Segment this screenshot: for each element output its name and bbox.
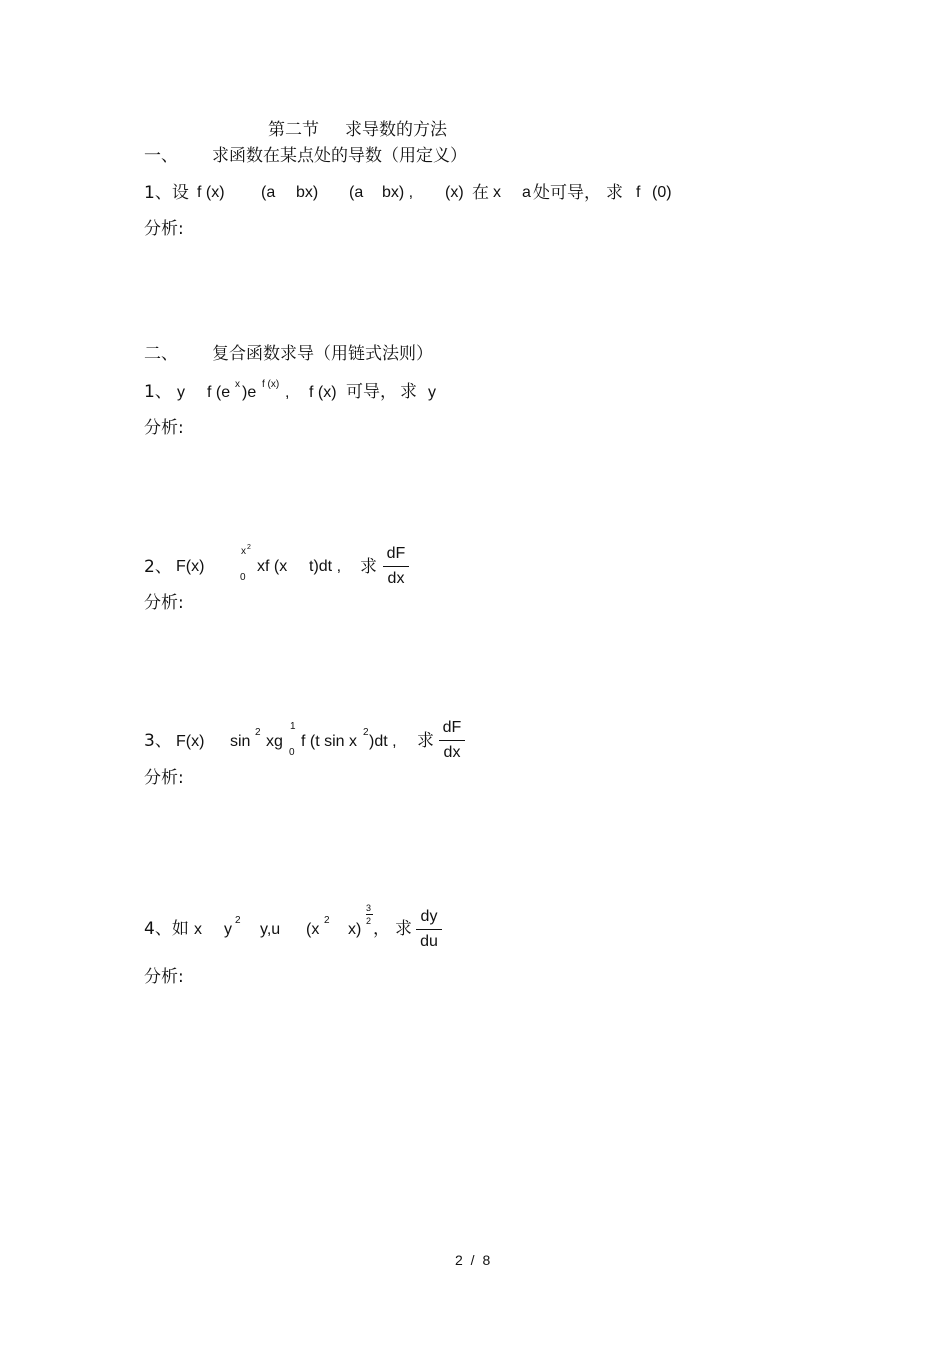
math: t)dt , <box>309 558 342 575</box>
math: f (e <box>207 384 231 401</box>
math: f <box>636 184 641 201</box>
math: f (x) <box>197 184 225 201</box>
fraction <box>439 719 465 762</box>
math: bx) , <box>382 184 414 201</box>
math: y,u <box>260 921 281 938</box>
math: x) <box>348 921 362 938</box>
math: x <box>194 921 202 938</box>
fraction-bar <box>416 929 442 930</box>
fraction <box>383 545 409 588</box>
fraction-denominator: dx <box>387 570 405 587</box>
text: 求 <box>417 731 434 751</box>
analysis-label: 分析: <box>144 967 184 987</box>
analysis-label: 分析: <box>144 593 184 613</box>
integral-lower: 0 <box>240 572 246 583</box>
math: x <box>493 184 501 201</box>
heading-2-number: 二、 <box>144 344 178 364</box>
superscript: f (x) <box>262 379 280 390</box>
integral-upper: 1 <box>290 721 296 732</box>
math: bx) <box>296 184 319 201</box>
math: sin <box>230 733 251 750</box>
text: ， <box>373 919 390 939</box>
fraction-bar <box>439 740 465 741</box>
exponent-numerator: 3 <box>366 903 372 913</box>
superscript: 2 <box>255 727 261 738</box>
math: (a <box>349 184 364 201</box>
text: 求 <box>400 382 417 402</box>
section-title: 求导数的方法 <box>345 120 447 140</box>
integral-lower: 0 <box>289 747 295 758</box>
exponent-bar <box>366 914 373 915</box>
math: (0) <box>652 184 672 201</box>
text: 处可导， <box>533 183 601 203</box>
superscript: 2 <box>324 915 330 926</box>
analysis-label: 分析: <box>144 418 184 438</box>
math: a <box>522 184 531 201</box>
q-number: 4、如 <box>144 919 189 939</box>
q-number: 3、 <box>144 731 172 751</box>
fraction-denominator: dx <box>443 744 461 761</box>
heading-1-text: 求函数在某点处的导数（用定义） <box>212 146 467 166</box>
math: )e <box>242 384 257 401</box>
fraction-numerator: dF <box>386 545 406 562</box>
analysis-label: 分析: <box>144 768 184 788</box>
section-chapter: 第二节 <box>268 120 319 140</box>
math: (a <box>261 184 276 201</box>
superscript: 2 <box>247 544 251 551</box>
math: (x) <box>445 184 464 201</box>
fraction-bar <box>383 566 409 567</box>
page-number: 2 / 8 <box>455 1252 493 1268</box>
math: y <box>224 921 232 938</box>
fraction <box>416 908 442 951</box>
q-number: 1、设 <box>144 183 189 203</box>
math: )dt , <box>369 733 397 750</box>
math: (x <box>306 921 320 938</box>
text: 求 <box>395 919 412 939</box>
fraction-numerator: dy <box>420 908 438 925</box>
math: f (x) <box>309 384 337 401</box>
math: F(x) <box>176 733 205 750</box>
superscript: 2 <box>363 727 369 738</box>
math: , <box>285 384 290 401</box>
math: f (t sin x <box>301 733 358 750</box>
math: xg <box>266 733 283 750</box>
fraction-denominator: du <box>420 933 438 950</box>
text: 求 <box>606 183 623 203</box>
analysis-label: 分析: <box>144 219 184 239</box>
q-number: 2、 <box>144 557 172 577</box>
text: 求 <box>360 557 377 577</box>
fraction-numerator: dF <box>442 719 462 736</box>
superscript: x <box>235 379 240 390</box>
math: F(x) <box>176 558 205 575</box>
math: y <box>177 384 185 401</box>
heading-1-number: 一、 <box>144 146 178 166</box>
exponent-denominator: 2 <box>366 916 372 926</box>
math: xf (x <box>257 558 288 575</box>
heading-2-text: 复合函数求导（用链式法则） <box>212 344 433 364</box>
math: y <box>428 384 436 401</box>
text: 可导， <box>346 382 397 402</box>
integral-upper: x <box>241 546 246 557</box>
q-number: 1、 <box>144 382 172 402</box>
superscript: 2 <box>235 915 241 926</box>
text: 在 <box>472 183 489 203</box>
